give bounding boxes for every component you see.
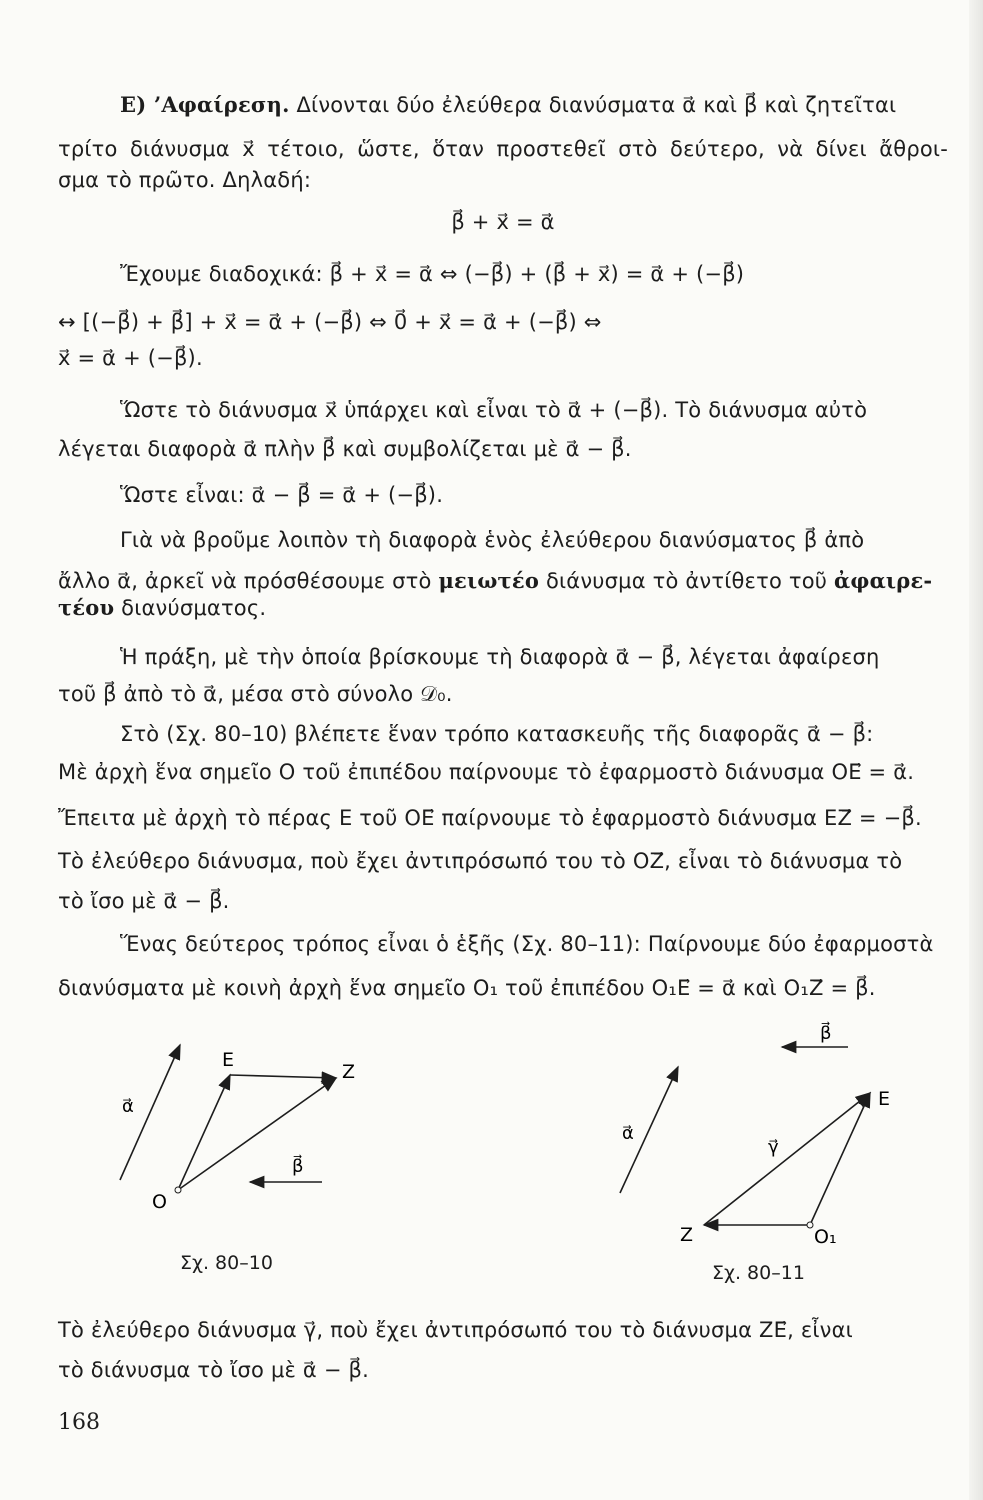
text-line-6: ↔ [(−β⃗) + β⃗] + x⃗ = α⃗ + (−β⃗) ⇔ 0⃗ + x⃗ = α⃗ + (−β⃗) ⇔ [58, 310, 602, 334]
label-alpha: α⃗ [122, 1096, 134, 1117]
text-line-14: Ἡ πράξη, μὲ τὴν ὁποία βρίσκουμε τὴ διαφορὰ α⃗ − β⃗, λέγεται ἀφαίρεση [120, 645, 880, 669]
vector-O1E [810, 1093, 870, 1225]
text-line-5: Ἔχουμε διαδοχικά: β⃗ + x⃗ = α⃗ ⇔ (−β⃗) + (β⃗ + x⃗) = α⃗ + (−β⃗) [120, 262, 745, 286]
text-line-1: Ε) ’Αφαίρεση. Δίνονται δύο ἐλεύθερα διανύσματα α⃗ καὶ β⃗ καὶ ζητεῖται [120, 92, 897, 117]
point-O [175, 1187, 181, 1193]
text-line-15: τοῦ β⃗ ἀπὸ τὸ α⃗, μέσα στὸ σύνολο 𝒟₀. [58, 682, 453, 706]
figure-80-10 [100, 1030, 390, 1230]
text-line-16: Στὸ (Σχ. 80–10) βλέπετε ἕναν τρόπο κατασκευῆς τῆς διαφορᾶς α⃗ − β⃗: [120, 722, 874, 746]
page-edge [969, 0, 983, 1500]
text-line-9: λέγεται διαφορὰ α⃗ πλὴν β⃗ καὶ συμβολίζεται μὲ α⃗ − β⃗. [58, 437, 632, 461]
text-line-10: Ὥστε εἶναι: α⃗ − β⃗ = α⃗ + (−β⃗). [120, 483, 444, 507]
text-line-22: διανύσματα μὲ κοινὴ ἀρχὴ ἕνα σημεῖο Ο₁ τοῦ ἐπιπέδου Ο₁Ε⃗ = α⃗ καὶ Ο₁Ζ⃗ = β⃗. [58, 976, 876, 1000]
label-E: E [222, 1049, 235, 1071]
text-line-21: Ἕνας δεύτερος τρόπος εἶναι ὁ ἑξῆς (Σχ. 80–11): Παίρνουμε δύο ἐφαρμοστὰ [120, 932, 934, 956]
figure-80-11 [600, 1015, 930, 1255]
point-O1 [807, 1222, 813, 1228]
vector-OZ [178, 1078, 336, 1190]
label-alpha-2: α⃗ [622, 1123, 634, 1144]
text-line-24: τὸ διάνυσμα τὸ ἴσο μὲ α⃗ − β⃗. [58, 1358, 369, 1382]
label-beta-2: β⃗ [820, 1023, 832, 1044]
vector-EZ [230, 1075, 336, 1078]
text-line-18: Ἔπειτα μὲ ἀρχὴ τὸ πέρας Ε τοῦ ΟΕ⃗ παίρνουμε τὸ ἐφαρμοστὸ διάνυσμα ΕΖ⃗ = −β⃗. [58, 806, 922, 830]
label-Z-2: Z [680, 1224, 694, 1246]
label-O1: O₁ [814, 1226, 837, 1248]
section-heading: Ε) ’Αφαίρεση. [120, 92, 290, 117]
text-line-3: σμα τὸ πρῶτο. Δηλαδή: [58, 168, 312, 192]
text-line-12: ἄλλο α⃗, ἀρκεῖ νὰ πρόσθέσουμε στὸ μειωτέο διάνυσμα τὸ ἀντίθετο τοῦ ἀφαιρε- [58, 568, 933, 593]
text-line-7: x⃗ = α⃗ + (−β⃗). [58, 346, 203, 370]
text-line-2: τρίτο διάνυσμα x⃗ τέτοιο, ὥστε, ὅταν προστεθεῖ στὸ δεύτερο, νὰ δίνει ἄθροι- [58, 137, 948, 161]
label-beta: β⃗ [292, 1156, 304, 1177]
label-O: O [152, 1191, 167, 1213]
text-line-13: τέου διανύσματος. [58, 595, 267, 620]
label-E-2: E [878, 1088, 891, 1110]
text-line-11: Γιὰ νὰ βροῦμε λοιπὸν τὴ διαφορὰ ἑνὸς ἐλεύθερου διανύσματος β⃗ ἀπὸ [120, 528, 865, 552]
text-line-20: τὸ ἴσο μὲ α⃗ − β⃗. [58, 889, 230, 913]
vector-OE [178, 1075, 230, 1190]
caption-80-10: Σχ. 80–10 [180, 1252, 273, 1274]
text-line-8: Ὥστε τὸ διάνυσμα x⃗ ὑπάρχει καὶ εἶναι τὸ α⃗ + (−β⃗). Τὸ διάνυσμα αὐτὸ [120, 398, 868, 422]
text-line-17: Μὲ ἀρχὴ ἕνα σημεῖο Ο τοῦ ἐπιπέδου παίρνουμε τὸ ἐφαρμοστὸ διάνυσμα ΟΕ⃗ = α⃗. [58, 760, 915, 784]
label-gamma: γ⃗ [768, 1137, 779, 1158]
caption-80-11: Σχ. 80–11 [712, 1262, 805, 1284]
label-Z: Z [342, 1061, 356, 1083]
text-line-23: Τὸ ἐλεύθερο διάνυσμα γ⃗, ποὺ ἔχει ἀντιπρόσωπό του τὸ διάνυσμα ΖΕ⃗, εἶναι [58, 1318, 853, 1342]
text-line-19: Τὸ ἐλεύθερο διάνυσμα, ποὺ ἔχει ἀντιπρόσωπό του τὸ ΟΖ⃗, εἶναι τὸ διάνυσμα τὸ [58, 849, 903, 873]
page-number: 168 [58, 1410, 100, 1435]
vector-ZE [704, 1093, 870, 1225]
equation-1: β⃗ + x⃗ = α⃗ [451, 210, 555, 234]
